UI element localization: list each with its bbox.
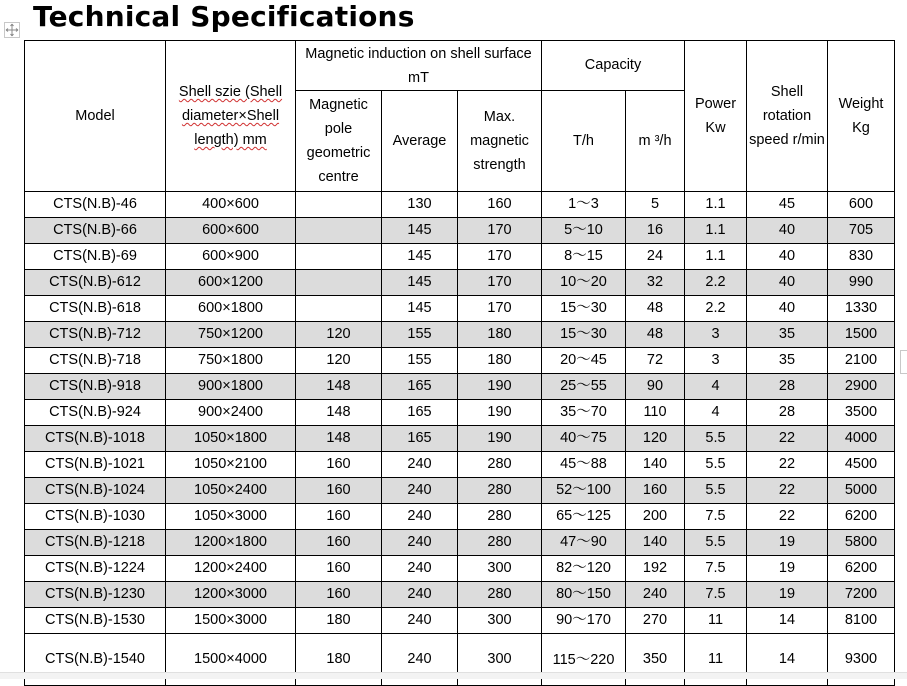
cell-shell-size: 1050×2400 <box>166 478 296 504</box>
cell-model: CTS(N.B)-1530 <box>25 608 166 634</box>
cell-capacity-th: 115～220 <box>542 634 626 686</box>
cell-weight: 4500 <box>828 452 895 478</box>
cell-shell-size: 400×600 <box>166 192 296 218</box>
cell-weight: 705 <box>828 218 895 244</box>
cell-max-strength: 280 <box>458 452 542 478</box>
cell-weight: 6200 <box>828 504 895 530</box>
cell-power: 1.1 <box>685 218 747 244</box>
cell-model: CTS(N.B)-918 <box>25 374 166 400</box>
cell-pole-centre: 160 <box>296 478 382 504</box>
cell-model: CTS(N.B)-1540 <box>25 634 166 686</box>
cell-rotation-speed: 22 <box>747 426 828 452</box>
move-arrows-icon <box>5 23 19 37</box>
cell-capacity-th: 47～90 <box>542 530 626 556</box>
cell-average: 240 <box>382 452 458 478</box>
cell-max-strength: 180 <box>458 322 542 348</box>
cell-rotation-speed: 22 <box>747 452 828 478</box>
cell-shell-size: 1500×4000 <box>166 634 296 686</box>
cell-rotation-speed: 19 <box>747 582 828 608</box>
cell-average: 145 <box>382 218 458 244</box>
table-move-handle[interactable] <box>4 22 20 38</box>
cell-max-strength: 300 <box>458 634 542 686</box>
cell-model: CTS(N.B)-1018 <box>25 426 166 452</box>
cell-power: 5.5 <box>685 478 747 504</box>
cell-shell-size: 750×1200 <box>166 322 296 348</box>
cell-capacity-m3h: 32 <box>626 270 685 296</box>
cell-weight: 1330 <box>828 296 895 322</box>
cell-model: CTS(N.B)-1218 <box>25 530 166 556</box>
cell-power: 3 <box>685 322 747 348</box>
cell-weight: 5000 <box>828 478 895 504</box>
cell-average: 240 <box>382 556 458 582</box>
cell-pole-centre: 160 <box>296 582 382 608</box>
cell-capacity-th: 10～20 <box>542 270 626 296</box>
cell-model: CTS(N.B)-1224 <box>25 556 166 582</box>
cell-power: 3 <box>685 348 747 374</box>
cell-pole-centre <box>296 192 382 218</box>
cell-average: 130 <box>382 192 458 218</box>
cell-shell-size: 1500×3000 <box>166 608 296 634</box>
cell-capacity-th: 8～15 <box>542 244 626 270</box>
cell-capacity-m3h: 240 <box>626 582 685 608</box>
table-row <box>25 244 895 270</box>
cell-capacity-m3h: 120 <box>626 426 685 452</box>
cell-average: 165 <box>382 374 458 400</box>
cell-max-strength: 300 <box>458 608 542 634</box>
table-row <box>25 504 895 530</box>
cell-average: 165 <box>382 426 458 452</box>
table-row <box>25 530 895 556</box>
cell-max-strength: 180 <box>458 348 542 374</box>
cell-power: 5.5 <box>685 530 747 556</box>
cell-shell-size: 600×600 <box>166 218 296 244</box>
cell-rotation-speed: 19 <box>747 530 828 556</box>
table-row <box>25 426 895 452</box>
cell-model: CTS(N.B)-1021 <box>25 452 166 478</box>
cell-pole-centre: 148 <box>296 374 382 400</box>
cell-capacity-th: 90～170 <box>542 608 626 634</box>
cell-weight: 2100 <box>828 348 895 374</box>
cell-weight: 600 <box>828 192 895 218</box>
cell-weight: 9300 <box>828 634 895 686</box>
table-row <box>25 270 895 296</box>
cell-model: CTS(N.B)-46 <box>25 192 166 218</box>
cell-average: 145 <box>382 270 458 296</box>
cell-power: 5.5 <box>685 452 747 478</box>
cell-capacity-m3h: 140 <box>626 530 685 556</box>
header-capacity: Capacity <box>542 41 685 91</box>
cell-capacity-m3h: 48 <box>626 296 685 322</box>
cell-model: CTS(N.B)-1030 <box>25 504 166 530</box>
cell-power: 1.1 <box>685 244 747 270</box>
cell-weight: 5800 <box>828 530 895 556</box>
table-body <box>25 192 895 686</box>
cell-max-strength: 160 <box>458 192 542 218</box>
cell-max-strength: 190 <box>458 400 542 426</box>
cell-rotation-speed: 19 <box>747 556 828 582</box>
table-row <box>25 348 895 374</box>
cell-capacity-th: 20～45 <box>542 348 626 374</box>
cell-capacity-th: 5～10 <box>542 218 626 244</box>
table-row <box>25 452 895 478</box>
table-row <box>25 556 895 582</box>
cell-average: 165 <box>382 400 458 426</box>
cell-shell-size: 1200×1800 <box>166 530 296 556</box>
cell-capacity-th: 40～75 <box>542 426 626 452</box>
cell-max-strength: 170 <box>458 270 542 296</box>
cell-capacity-m3h: 160 <box>626 478 685 504</box>
header-rotation-speed: Shell rotation speed r/min <box>747 41 828 192</box>
header-capacity-m3h: m ³/h <box>626 91 685 192</box>
cell-rotation-speed: 14 <box>747 608 828 634</box>
header-pole-centre: Magnetic pole geometric centre <box>296 91 382 192</box>
cell-pole-centre: 148 <box>296 426 382 452</box>
table-row <box>25 608 895 634</box>
cell-capacity-th: 80～150 <box>542 582 626 608</box>
cell-capacity-m3h: 350 <box>626 634 685 686</box>
cell-weight: 4000 <box>828 426 895 452</box>
cell-rotation-speed: 40 <box>747 218 828 244</box>
cell-pole-centre <box>296 296 382 322</box>
cell-model: CTS(N.B)-712 <box>25 322 166 348</box>
cell-power: 7.5 <box>685 556 747 582</box>
cell-shell-size: 900×2400 <box>166 400 296 426</box>
cell-capacity-m3h: 270 <box>626 608 685 634</box>
cell-power: 7.5 <box>685 582 747 608</box>
cell-max-strength: 170 <box>458 244 542 270</box>
table-row <box>25 296 895 322</box>
cell-capacity-m3h: 192 <box>626 556 685 582</box>
cell-model: CTS(N.B)-1230 <box>25 582 166 608</box>
cell-capacity-m3h: 200 <box>626 504 685 530</box>
cell-power: 2.2 <box>685 296 747 322</box>
cell-capacity-th: 35～70 <box>542 400 626 426</box>
cell-rotation-speed: 28 <box>747 374 828 400</box>
cell-shell-size: 1200×2400 <box>166 556 296 582</box>
cell-capacity-m3h: 110 <box>626 400 685 426</box>
cell-pole-centre: 160 <box>296 452 382 478</box>
cell-average: 155 <box>382 322 458 348</box>
header-magnetic-induction: Magnetic induction on shell surface mT <box>296 41 542 91</box>
cell-capacity-th: 45～88 <box>542 452 626 478</box>
header-capacity-th: T/h <box>542 91 626 192</box>
table-row <box>25 322 895 348</box>
cell-max-strength: 170 <box>458 296 542 322</box>
cell-rotation-speed: 35 <box>747 322 828 348</box>
cell-pole-centre <box>296 270 382 296</box>
cell-capacity-th: 25～55 <box>542 374 626 400</box>
cell-capacity-m3h: 48 <box>626 322 685 348</box>
cell-rotation-speed: 22 <box>747 478 828 504</box>
cell-max-strength: 280 <box>458 478 542 504</box>
cell-average: 240 <box>382 504 458 530</box>
cell-power: 11 <box>685 608 747 634</box>
cell-shell-size: 600×900 <box>166 244 296 270</box>
cell-weight: 1500 <box>828 322 895 348</box>
cell-capacity-th: 15～30 <box>542 296 626 322</box>
cell-power: 4 <box>685 374 747 400</box>
table-row <box>25 582 895 608</box>
cell-rotation-speed: 40 <box>747 270 828 296</box>
header-weight: Weight Kg <box>828 41 895 192</box>
cell-pole-centre: 120 <box>296 322 382 348</box>
cell-pole-centre: 160 <box>296 556 382 582</box>
cell-power: 5.5 <box>685 426 747 452</box>
table-row <box>25 374 895 400</box>
cell-capacity-m3h: 24 <box>626 244 685 270</box>
cell-max-strength: 170 <box>458 218 542 244</box>
header-model: Model <box>25 41 166 192</box>
cell-shell-size: 600×1800 <box>166 296 296 322</box>
cell-power: 1.1 <box>685 192 747 218</box>
cell-pole-centre <box>296 218 382 244</box>
cell-weight: 6200 <box>828 556 895 582</box>
cell-power: 7.5 <box>685 504 747 530</box>
cell-average: 240 <box>382 478 458 504</box>
cell-capacity-th: 52～100 <box>542 478 626 504</box>
cell-shell-size: 1200×3000 <box>166 582 296 608</box>
cell-capacity-th: 82～120 <box>542 556 626 582</box>
specifications-table <box>24 40 895 686</box>
cell-power: 2.2 <box>685 270 747 296</box>
cell-pole-centre: 160 <box>296 504 382 530</box>
header-power: Power Kw <box>685 41 747 192</box>
cell-model: CTS(N.B)-69 <box>25 244 166 270</box>
cell-shell-size: 1050×2100 <box>166 452 296 478</box>
cell-weight: 3500 <box>828 400 895 426</box>
cell-average: 155 <box>382 348 458 374</box>
cell-weight: 830 <box>828 244 895 270</box>
cell-rotation-speed: 40 <box>747 296 828 322</box>
cell-shell-size: 900×1800 <box>166 374 296 400</box>
cell-capacity-m3h: 140 <box>626 452 685 478</box>
cell-average: 240 <box>382 530 458 556</box>
cell-rotation-speed: 45 <box>747 192 828 218</box>
cell-max-strength: 190 <box>458 426 542 452</box>
cell-capacity-m3h: 90 <box>626 374 685 400</box>
cell-average: 145 <box>382 296 458 322</box>
header-shell-size <box>166 41 296 192</box>
table-row <box>25 400 895 426</box>
cell-average: 240 <box>382 634 458 686</box>
cell-max-strength: 300 <box>458 556 542 582</box>
cell-shell-size: 1050×1800 <box>166 426 296 452</box>
cell-shell-size: 750×1800 <box>166 348 296 374</box>
header-average: Average <box>382 91 458 192</box>
cell-capacity-m3h: 16 <box>626 218 685 244</box>
cell-model: CTS(N.B)-924 <box>25 400 166 426</box>
cell-weight: 7200 <box>828 582 895 608</box>
cell-max-strength: 280 <box>458 504 542 530</box>
table-row <box>25 192 895 218</box>
cell-rotation-speed: 22 <box>747 504 828 530</box>
table-row <box>25 478 895 504</box>
cell-model: CTS(N.B)-618 <box>25 296 166 322</box>
header-max-strength: Max. magnetic strength <box>458 91 542 192</box>
header-shell-size-text: Shell szie (Shell diameter×Shell length) mm <box>178 84 283 148</box>
cell-weight: 990 <box>828 270 895 296</box>
cell-max-strength: 190 <box>458 374 542 400</box>
cell-weight: 2900 <box>828 374 895 400</box>
table-row <box>25 218 895 244</box>
cell-pole-centre: 120 <box>296 348 382 374</box>
cell-rotation-speed: 40 <box>747 244 828 270</box>
cell-model: CTS(N.B)-1024 <box>25 478 166 504</box>
cell-pole-centre: 148 <box>296 400 382 426</box>
cell-average: 240 <box>382 608 458 634</box>
cell-power: 11 <box>685 634 747 686</box>
cell-max-strength: 280 <box>458 582 542 608</box>
cell-rotation-speed: 14 <box>747 634 828 686</box>
cell-shell-size: 600×1200 <box>166 270 296 296</box>
cell-shell-size: 1050×3000 <box>166 504 296 530</box>
cell-capacity-m3h: 5 <box>626 192 685 218</box>
cell-model: CTS(N.B)-612 <box>25 270 166 296</box>
cell-rotation-speed: 28 <box>747 400 828 426</box>
cell-pole-centre: 160 <box>296 530 382 556</box>
cell-max-strength: 280 <box>458 530 542 556</box>
cell-pole-centre <box>296 244 382 270</box>
cell-rotation-speed: 35 <box>747 348 828 374</box>
document-title: Technical Specifications <box>33 0 415 33</box>
cell-power: 4 <box>685 400 747 426</box>
cell-pole-centre: 180 <box>296 608 382 634</box>
cell-capacity-th: 65～125 <box>542 504 626 530</box>
cell-capacity-th: 15～30 <box>542 322 626 348</box>
cell-model: CTS(N.B)-66 <box>25 218 166 244</box>
cell-model: CTS(N.B)-718 <box>25 348 166 374</box>
cell-weight: 8100 <box>828 608 895 634</box>
cell-pole-centre: 180 <box>296 634 382 686</box>
page-edge-marker <box>900 350 907 374</box>
cell-average: 145 <box>382 244 458 270</box>
cell-average: 240 <box>382 582 458 608</box>
cell-capacity-th: 1～3 <box>542 192 626 218</box>
cell-capacity-m3h: 72 <box>626 348 685 374</box>
